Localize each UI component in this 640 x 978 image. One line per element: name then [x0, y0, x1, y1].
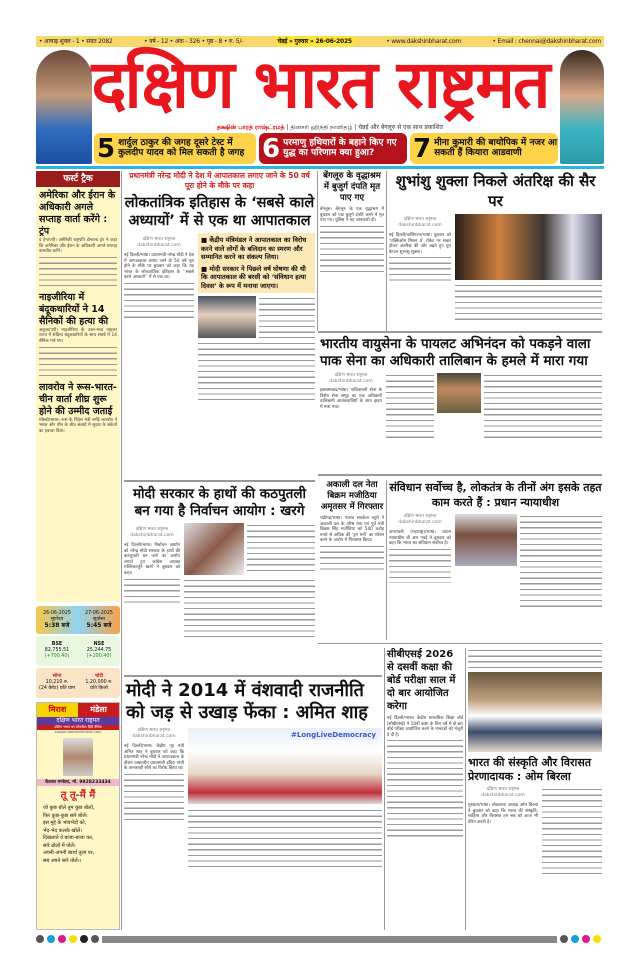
text-element: 27-06-2025: [85, 610, 113, 616]
registration-dot: [593, 935, 601, 943]
kharge-headline[interactable]: मोदी सरकार के हाथों की कठपुतली बन गया है निर्वाचन आयोग : खरगे: [132, 486, 306, 519]
byline-site: dakshinbharat.com: [398, 520, 442, 525]
paper-subtitle: दक्षिण भारत का लोकप्रिय हिंदी दैनिक: [37, 725, 119, 730]
text-element: [389, 214, 451, 323]
text-element: BSE: [51, 642, 63, 647]
text-element: [468, 787, 602, 877]
bengaluru-lead: बेंगलूरु। बेंगलूरु के एक वृद्धाश्रम में बुधवार को एक बुजुर्ग दंपति कमरे में मृत पाए गए। पुलिस ने यह जानकारी दी।: [320, 207, 384, 224]
emergency-headline[interactable]: लोकतांत्रिक इतिहास के ‘सबसे काले अध्यायों’ में से एक था आपातकाल: [124, 195, 315, 229]
cji-story: [389, 480, 602, 640]
byline: दक्षिण भारत राष्ट्रमत: [142, 237, 176, 242]
body-text-lines: [124, 772, 184, 822]
body-text-lines: [468, 648, 602, 672]
om-birla-photo: [468, 672, 602, 752]
kharge-story: [124, 486, 315, 672]
akali-headline[interactable]: अकाली दल नेता बिक्रम मजीठिया अमृतसर में गिरफ्तार: [320, 480, 384, 512]
text-element: NSE: [93, 642, 105, 647]
byline: दक्षिण भारत राष्ट्रमत: [486, 787, 520, 792]
byline: दक्षिण भारत राष्ट्रमत: [137, 728, 171, 733]
text-element: [188, 728, 382, 868]
market-panel: [36, 606, 120, 698]
column-divider: [384, 648, 385, 930]
cji-lead: अमरावती (महाराष्ट्र)/भाषा। प्रधान न्यायाधीश बी आर गवई ने बुधवार को कहा कि भारत का संविधान सर्वोच्च है।: [389, 530, 451, 547]
text-element: केंद्रीय मंत्रिमंडल ने आपातकाल का विरोध करने वाले लोगों के बलिदान का स्मरण और सम्मानित करने का संकल्प लिया।: [201, 236, 307, 261]
promo-page-5[interactable]: [94, 133, 256, 164]
promo-page-number: 7: [413, 133, 432, 164]
poem-title: तू तू-मैं मैं: [60, 790, 96, 801]
registration-dot: [560, 935, 568, 943]
registration-marks: [36, 934, 604, 944]
promo-text: परमाणु हथियारों के बहाने किए गए युद्ध का परिणाम क्या हुआ?: [283, 138, 397, 158]
amit-shah-story: [124, 680, 382, 930]
byline: दक्षिण भारत राष्ट्रमत: [403, 514, 437, 519]
text-element: [184, 523, 315, 575]
sun-timings: [36, 606, 120, 634]
cji-photo: [455, 514, 517, 566]
epaper-url: epaper.dakshinbharat.com: [54, 730, 102, 734]
registration-dot: [571, 935, 579, 943]
akali-story: [320, 480, 384, 640]
body-text-lines: [484, 373, 602, 439]
byline: दक्षिण भारत राष्ट्रमत: [403, 217, 437, 222]
modi-photo: [198, 296, 256, 338]
edition-tagline: चेन्नई और बेंगलूरु से एक साथ प्रकाशित: [358, 124, 443, 131]
text-element: [389, 514, 602, 610]
fast-track-column: [36, 171, 120, 602]
shubhanshu-headline[interactable]: शुभांशु शुक्ला निकले अंतरिक्ष की सैर पर: [395, 172, 596, 210]
promo-page-number: 6: [262, 133, 281, 164]
registration-dot: [36, 935, 44, 943]
text-element: दिखलाते वे बाजा-बाजा कर,: [43, 835, 94, 841]
body-text-lines: [39, 255, 117, 289]
text-element: 5:45 बजे: [86, 621, 112, 629]
text-element: [389, 214, 602, 323]
registration-dot: [582, 935, 590, 943]
text-element: सूर्यास्त: [93, 616, 105, 622]
shubhanshu-story: [389, 171, 602, 328]
registration-dot: [91, 935, 99, 943]
text-element: भेद-भेद कलके खोलें।: [43, 827, 83, 834]
column-divider: [124, 480, 315, 482]
text-element: फिर कुछ-कुछ सारे बोलें।: [43, 812, 88, 819]
bengaluru-headline[interactable]: बेंगलूरु के वृद्धाश्रम में बुजुर्ग दंपति मृत पाए गए: [323, 171, 381, 203]
text-element: [43, 611, 71, 630]
emergency-bullet-2: ■ मोदी सरकार ने पिछले वर्ष घोषणा की थी कि आपातकाल की बरसी को ‘संविधान हत्या दिवस’ के रूप में मनाया जाएगा।: [201, 264, 307, 290]
body-text-lines: [387, 738, 463, 838]
book-launch-photo: [188, 728, 382, 804]
registration-dot: [69, 935, 77, 943]
byline-site: dakshinbharat.com: [398, 223, 442, 228]
issue-info: • वर्ष - 12 • अंक - 326 • पृष्ठ - 8 • रु. 5/-: [144, 38, 244, 45]
text-element: 10,210 रु.: [45, 680, 69, 685]
text-element: (+700.40): [44, 654, 70, 659]
bengaluru-story: [320, 171, 384, 328]
actress-photo: [560, 50, 604, 164]
text-element: 1,20,000 रु.: [85, 680, 113, 685]
text-element: सूर्योदय: [50, 616, 64, 622]
om-birla-lead: गुरुग्राम/भाषा। लोकसभा अध्यक्ष ओम बिरला ने बुधवार को कहा कि भारत की संस्कृति, साहित्य और विरासत हम सब को आज भी प्रेरित करती है।: [468, 803, 538, 825]
promo-page-6[interactable]: [259, 133, 407, 164]
text-element: सारे ढोलों में पोलें।: [43, 842, 76, 849]
text-element: [320, 373, 602, 439]
shubhanshu-lead: नई दिल्ली/वाशिंगटन/भाषा। बुधवार को ‘एक्सिओम मिशन 4’ रॉकेट पर सवार होकर अंतरिक्ष की ओर बढ़ते हुए ग्रुप कैप्टन शुभांशु शुक्ला।: [389, 233, 451, 255]
abhinandan-lead: इस्लामाबाद/भाषा। पाकिस्तानी सेना के विशेष सेवा समूह का एक अधिकारी तालिबानी आतंकवादियों के साथ झड़प में मारा गया।: [320, 388, 382, 410]
column-divider: [386, 480, 387, 640]
tamil-subtitle: தினசரி ஹிந்தி நாளிதழ்: [290, 124, 353, 131]
cji-headline[interactable]: संविधान सर्वोच्च है, लोकतंत्र के तीनों अंग इसके तहत काम करते हैं : प्रधान न्यायाधीश: [389, 481, 602, 509]
cbse-lead: नई दिल्ली/भाषा। केंद्रीय माध्यमिक शिक्षा बोर्ड (सीबीएसई) ने 10वीं कक्षा के लिए वर्ष में दो बार बोर्ड परीक्षा आयोजित करने के मानदंडों को मंजूरी दे दी है।: [387, 716, 463, 738]
text-element: 82,755.51: [44, 648, 70, 653]
long-live-democracy-banner: #LongLiveDemocracy: [291, 731, 376, 739]
ft-headline-1[interactable]: अमेरिका और ईरान के अधिकारी अगले सप्ताह वार्ता करेंगे : ट्रंप: [39, 190, 116, 237]
kharge-photo: [184, 523, 244, 575]
body-text-lines: [389, 547, 451, 583]
tamil-title: தக்ஷின் பாரத் ராஷ்ட்ரமத்: [217, 124, 285, 131]
column-divider: [124, 675, 382, 677]
column-divider: [318, 474, 602, 476]
text-element: प्रति किलो: [90, 686, 108, 691]
abhinandan-headline[interactable]: भारतीय वायुसेना के पायलट अभिनंदन को पकड़ने वाला पाक सेना का अधिकारी तालिबान के हमले में मारा गया: [320, 336, 591, 369]
text-element: इस मुद्दे के भावभेदों को,: [43, 820, 87, 826]
text-element: मोदी सरकार ने पिछले वर्ष घोषणा की थी कि आपातकाल की बरसी को ‘संविधान हत्या दिवस’ के रूप में मनाया जाएगा।: [201, 264, 307, 290]
text-element: [102, 936, 557, 943]
text-element: [85, 611, 113, 630]
text-element: [124, 233, 194, 401]
text-element: अपनी-अपनी स्वार्थ तुला पर,: [43, 850, 95, 856]
paper-name: दक्षिण भारत राष्ट्रमत: [37, 717, 119, 725]
text-element: चांदी: [94, 674, 104, 679]
body-text-lines: [542, 787, 602, 877]
amit-shah-lead: नई दिल्ली/भाषा। केंद्रीय गृह मंत्री अमित शाह ने बुधवार को कहा कि प्रधानमंत्री नरेन्द्र मोदी ने आपातकाल के दौरान तत्कालीन प्रधानमंत्री इंदिरा गांधी के तानाशाही रवैये का विरोध किया था।: [124, 744, 184, 772]
bullion-prices: [36, 668, 120, 698]
text-element: 25,244.75: [86, 648, 112, 653]
column-divider: [318, 331, 602, 333]
column-title-2: मंडेला: [78, 703, 119, 717]
promo-text: शार्दुल ठाकुर की जगह दूसरे टेस्ट में कुलदीप यादव को मिल सकती है जगह: [118, 138, 245, 158]
byline-site: dakshinbharat.com: [137, 243, 181, 248]
rocket-astronaut-photo: [455, 214, 602, 280]
cbse-headline[interactable]: सीबीएसई 2026 से दसवीं कक्षा की बोर्ड परीक्षा साल में दो बार आयोजित करेगा: [387, 649, 456, 712]
fast-track-title: फर्स्ट ट्रैक: [36, 171, 120, 187]
poet-photo: [63, 738, 93, 776]
column-divider: [386, 171, 387, 331]
body-text-lines: [184, 578, 315, 638]
abhinandan-story: [320, 336, 602, 470]
column-title-1: मिराश: [37, 703, 78, 717]
body-text-lines: [188, 808, 382, 868]
text-element: [87, 642, 112, 660]
promo-text: मीना कुमारी की बायोपिक में नजर आ सकती हैं कियारा आडवाणी: [434, 138, 558, 158]
text-element: [124, 728, 184, 868]
text-element: (24 कैरेट) प्रति ग्राम: [38, 686, 75, 691]
text-element: [37, 674, 77, 692]
text-element: [36, 187, 120, 437]
text-element: [184, 523, 315, 638]
website: • www.dakshinbharat.com: [386, 38, 462, 45]
body-text-lines: [320, 224, 384, 274]
registration-dot: [58, 935, 66, 943]
column-divider: [317, 171, 318, 331]
body-text-lines: [259, 296, 315, 338]
body-text-lines: [386, 373, 434, 439]
poetry-box: [36, 702, 120, 930]
body-text-lines: [247, 523, 315, 575]
om-birla-story: [468, 648, 602, 930]
text-element: सब अपने सारे तोलें।।: [43, 857, 82, 864]
text-element: [455, 214, 602, 323]
text-element: [37, 703, 119, 717]
hindu-date: • आषाढ़ शुक्ल - 1 • संवत 2082: [39, 38, 113, 45]
poet-name: कैलाश मण्डेला, मो. 9828233434: [37, 779, 119, 786]
text-element: [124, 233, 315, 401]
body-text-lines: [455, 283, 602, 323]
body-text-lines: [124, 281, 194, 321]
akali-lead: चंडीगढ़/भाषा। पंजाब सतर्कता ब्यूरो ने अकाली दल के वरिष्ठ नेता एवं पूर्व मंत्री बिक्रम सिंह मजीठिया को 540 करोड़ रुपये से अधिक की ‘ड्रग मनी’ का शोधन करने के आरोप में गिरफ्तार किया।: [320, 516, 384, 544]
byline: दक्षिण भारत राष्ट्रमत: [135, 527, 169, 532]
text-element: [124, 523, 180, 638]
text-element: 5:38 बजे: [44, 621, 70, 629]
body-text-lines: [520, 514, 602, 610]
email: • Email : chennai@dakshinbharat.com: [492, 38, 601, 45]
body-text-lines: [320, 544, 384, 574]
registration-dot: [47, 935, 55, 943]
text-element: [468, 787, 538, 877]
edition-date: चेन्नई » गुरुवार » 26-06-2025: [275, 36, 355, 47]
text-element: [45, 642, 70, 660]
text-element: सोना: [52, 674, 62, 679]
cbse-story: [387, 648, 463, 930]
text-element: [79, 674, 119, 692]
byline: दक्षिण भारत राष्ट्रमत: [334, 373, 368, 378]
column-divider: [465, 648, 466, 930]
emergency-lead: नई दिल्ली/भाषा। प्रधानमंत्री नरेन्द्र मोदी ने देश में आपातकाल लगाए जाने के 50 वर्ष पूरा होने के मौके पर बुधवार को कहा कि यह भारत के लोकतांत्रिक इतिहास के ‘‘सबसे काले अध्यायों’’ में से एक था।: [124, 253, 194, 281]
stock-indices: [36, 636, 120, 666]
kharge-lead: नई दिल्ली/भाषा। निर्वाचन आयोग को नरेन्द्र मोदी सरकार के हाथों की कठपुतली बन जाने का आरोप लगाते हुए कांग्रेस अध्यक्ष मल्लिकार्जुन खरगे ने बुधवार को कहा।: [124, 543, 180, 576]
emergency-bullet-1: ■ केंद्रीय मंत्रिमंडल ने आपातकाल का विरोध करने वाले लोगों के बलिदान का स्मरण और सम्मानित करने का संकल्प लिया।: [201, 236, 307, 261]
text-element: 26-06-2025: [43, 610, 71, 616]
column-divider: [121, 171, 122, 930]
text-element: [198, 233, 315, 401]
officer-photo: [437, 373, 481, 413]
text-element: (+200.40): [86, 654, 112, 659]
body-text-lines: [198, 341, 315, 401]
masthead-title: दक्षिण भारत राष्ट्रमत: [91, 46, 549, 123]
ft-headline-2[interactable]: नाइजीरिया में बंदूकधारियों ने 14 सैनिकों की हत्या की: [39, 291, 109, 327]
poem-text: [37, 805, 119, 865]
promo-page-number: 5: [97, 133, 116, 164]
amit-shah-headline[interactable]: मोदी ने 2014 में वंशवादी राजनीति को जड़ से उखाड़ फेंका : अमित शाह: [126, 680, 368, 723]
column-divider: [318, 643, 602, 644]
byline-site: dakshinbharat.com: [481, 793, 525, 798]
byline-site: dakshinbharat.com: [132, 734, 176, 739]
registration-dot: [80, 935, 88, 943]
text-element: [124, 523, 315, 638]
text-element: जो कुछ बोले तुम कुछ बोलो,: [43, 805, 95, 811]
byline-site: dakshinbharat.com: [329, 379, 373, 384]
body-text-lines: [124, 577, 180, 607]
text-element: [198, 296, 315, 338]
masthead-tagline: தக்ஷின் பாரத் ராஷ்ட்ரமத் | தினசரி ஹிந்தி நாளிதழ் | चेन्नई और बेंगलूरु से एक साथ प्रकाशित: [217, 124, 443, 131]
promo-page-7[interactable]: [410, 133, 558, 164]
emergency-story: [124, 171, 315, 476]
text-element: [320, 373, 382, 439]
ft-lead-1: द हेग/एपी। अमेरिकी राष्ट्रपति डोनाल्ड ट्रंप ने कहा कि अमेरिका और ईरान के अधिकारी अगले सप्ताह बातचीत करेंगे।: [39, 238, 117, 255]
text-element: [124, 728, 382, 868]
byline-site: dakshinbharat.com: [130, 533, 174, 538]
om-birla-headline[interactable]: भारत की संस्कृति और विरासत प्रेरणादायक : ओम बिरला: [468, 756, 592, 783]
ft-headline-3[interactable]: लावरोव ने रूस-भारत-चीन वार्ता शीघ्र शुरू होने की उम्मीद जताई: [39, 381, 117, 417]
header-divider: [36, 166, 604, 169]
ft-lead-3: मॉस्को/भाषा। रूस के विदेश मंत्री सर्गेई लावरोव ने भारत और चीन के बीच संबंधों में सुधार के संकेतों का हवाला दिया।: [39, 417, 117, 434]
ft-lead-2: अबूजा/एपी। नाइजीरिया के उत्तर-मध्य नाइजर राज्य में संदिग्ध बंदूकधारियों के साथ संघर्ष में 14 सैनिक मारे गए।: [39, 327, 117, 344]
body-text-lines: [39, 345, 117, 379]
text-element: [389, 514, 451, 610]
emergency-kicker: प्रधानमंत्री नरेन्द्र मोदी ने देश में आपातकाल लगाए जाने के 50 वर्ष पूरा होने के मौके पर कहा: [129, 171, 310, 190]
body-text-lines: [389, 255, 451, 285]
text-element: [198, 233, 315, 293]
